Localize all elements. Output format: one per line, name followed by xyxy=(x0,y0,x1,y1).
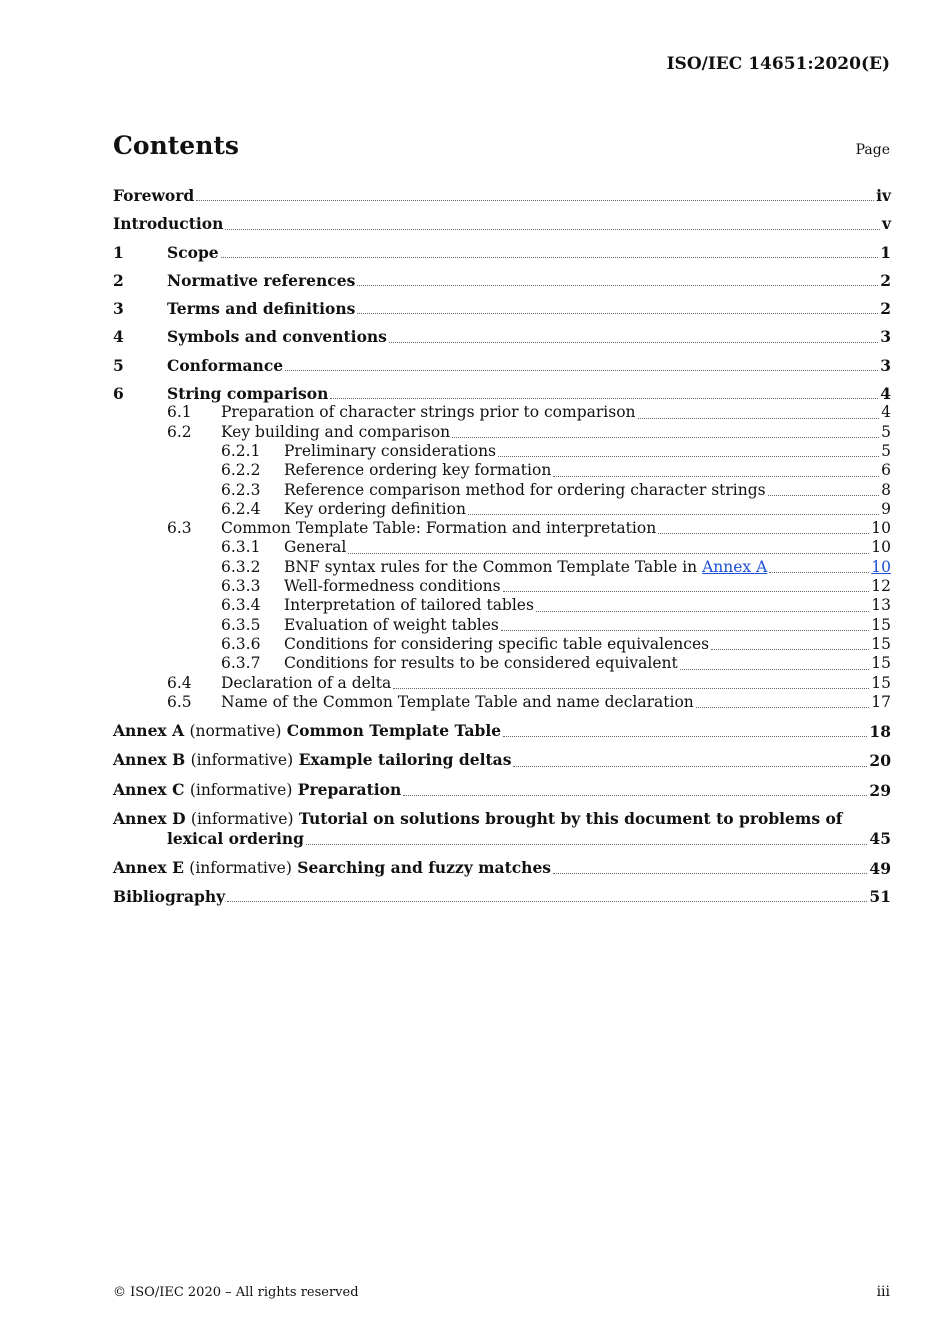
toc-entry-title-text: BNF syntax rules for the Common Template Table in xyxy=(284,557,703,576)
annex-label: Annex E xyxy=(113,857,184,877)
toc-entry-title: Declaration of a delta xyxy=(221,673,392,692)
toc-entry-number: 2 xyxy=(113,270,124,290)
toc-entry-number: 6.5 xyxy=(167,692,192,711)
toc-entry-page: 17 xyxy=(871,692,891,711)
toc-entry-page: 51 xyxy=(869,886,891,906)
toc-entry-number: 6.3.5 xyxy=(221,615,261,634)
toc-entry-number: 6.3.4 xyxy=(221,596,261,615)
leader-dots xyxy=(221,257,879,258)
leader-dots xyxy=(468,514,879,515)
toc-entry-6-3-1[interactable] xyxy=(113,538,891,557)
toc-entry-6-5[interactable] xyxy=(113,693,891,712)
toc-entry-annex-b[interactable] xyxy=(113,750,891,770)
leader-dots xyxy=(696,707,870,708)
toc-entry-6-2[interactable] xyxy=(113,423,891,442)
leader-dots xyxy=(227,901,867,902)
toc-entry-page: 2 xyxy=(880,270,891,290)
toc-entry-number: 6.3.6 xyxy=(221,634,261,653)
toc-entry-page: 10 xyxy=(871,519,891,538)
toc-entry-title: Name of the Common Template Table and name declaration xyxy=(221,692,694,711)
toc-entry-6-3-6[interactable] xyxy=(113,635,891,654)
annex-kind: (informative) xyxy=(189,858,292,877)
toc-entry-title: Evaluation of weight tables xyxy=(284,615,499,634)
leader-dots xyxy=(393,688,869,689)
toc-entry-page: 5 xyxy=(881,441,891,460)
toc-entry-6-3-4[interactable] xyxy=(113,596,891,615)
toc-entry-number: 6.3.2 xyxy=(221,557,261,576)
toc-entry-6-2-3[interactable] xyxy=(113,481,891,500)
leader-dots xyxy=(357,313,878,314)
leader-dots xyxy=(498,456,879,457)
toc-entry-title: String comparison xyxy=(167,384,329,404)
leader-dots xyxy=(513,766,867,767)
leader-dots xyxy=(403,795,867,796)
toc-entry-page: 20 xyxy=(869,751,891,771)
annex-title: Searching and fuzzy matches xyxy=(297,857,552,877)
toc-entry-page: 4 xyxy=(881,403,891,422)
toc-entry-number: 6.1 xyxy=(167,403,192,422)
toc-entry-number: 6 xyxy=(113,384,124,404)
toc-entry-title: Conformance xyxy=(167,355,284,375)
page-column-label: Page xyxy=(855,142,890,158)
toc-entry-title: Interpretation of tailored tables xyxy=(284,596,534,615)
leader-dots xyxy=(768,495,880,496)
leader-dots xyxy=(553,476,879,477)
toc-entry-title: Reference ordering key formation xyxy=(284,461,552,480)
page-number: iii xyxy=(876,1284,890,1300)
toc-entry-page: 3 xyxy=(880,355,891,375)
toc-entry-6-3-2[interactable] xyxy=(113,558,891,577)
toc-entry-6-1[interactable] xyxy=(113,403,891,422)
toc-entry-annex-e[interactable] xyxy=(113,858,891,878)
toc-entry-6-3[interactable] xyxy=(113,519,891,538)
toc-entry-foreword[interactable] xyxy=(113,186,891,205)
toc-entry-6-3-3[interactable] xyxy=(113,577,891,596)
toc-entry-page: 12 xyxy=(871,577,891,596)
leader-dots xyxy=(638,418,880,419)
toc-entry-title: Common Template Table: Formation and interpretation xyxy=(221,519,657,538)
toc-entry-6-2-4[interactable] xyxy=(113,500,891,519)
toc-entry-title xyxy=(113,721,501,741)
leader-dots xyxy=(452,437,879,438)
toc-entry-title: Terms and definitions xyxy=(167,299,356,319)
leader-dots xyxy=(769,572,869,573)
leader-dots xyxy=(658,533,869,534)
toc-entry-1[interactable] xyxy=(113,243,891,262)
toc-entry-6-2-1[interactable] xyxy=(113,442,891,461)
toc-entry-page: 15 xyxy=(871,654,891,673)
leader-dots xyxy=(285,370,878,371)
toc-entry-title: Preparation of character strings prior to comparison xyxy=(221,403,636,422)
toc-entry-6[interactable] xyxy=(113,384,891,403)
toc-entry-page: 6 xyxy=(881,461,891,480)
toc-entry-page: 8 xyxy=(881,480,891,499)
leader-dots xyxy=(501,630,869,631)
leader-dots xyxy=(225,229,880,230)
toc-entry-title xyxy=(284,558,767,577)
toc-entry-page: 2 xyxy=(880,299,891,319)
toc-entry-title: Scope xyxy=(167,242,219,262)
leader-dots xyxy=(680,669,870,670)
annex-kind: (informative) xyxy=(190,751,294,770)
toc-entry-page: iv xyxy=(876,186,891,205)
toc-entry-title: Well-formedness conditions xyxy=(284,577,501,596)
toc-entry-title: Preliminary considerations xyxy=(284,441,497,460)
toc-entry-6-3-7[interactable] xyxy=(113,654,891,673)
annex-label: Annex A xyxy=(113,721,185,741)
annex-kind: (informative) xyxy=(190,810,294,829)
toc-entry-number: 6.3.1 xyxy=(221,538,261,557)
toc-entry-page: 45 xyxy=(869,829,891,849)
toc-entry-annex-d-continued[interactable] xyxy=(113,829,891,848)
annex-title: Preparation xyxy=(297,779,402,799)
toc-entry-4[interactable] xyxy=(113,327,891,346)
toc-entry-number: 6.2.4 xyxy=(221,499,261,518)
annex-kind: (normative) xyxy=(189,722,282,741)
leader-dots xyxy=(503,591,870,592)
toc-entry-page: v xyxy=(881,214,891,234)
toc-entry-page: 5 xyxy=(881,422,891,441)
toc-entry-number: 6.2.3 xyxy=(221,480,261,499)
annex-label: Annex C xyxy=(113,779,185,799)
toc-entry-3[interactable] xyxy=(113,299,891,318)
annex-kind: (informative) xyxy=(189,780,293,799)
toc-entry-title: Conditions for considering specific table equivalences xyxy=(284,634,710,653)
toc-entry-number: 6.3.3 xyxy=(221,577,261,596)
toc-entry-annex-a[interactable] xyxy=(113,721,891,741)
toc-entry-page: 3 xyxy=(880,327,891,347)
toc-entry-title: Normative references xyxy=(167,270,356,290)
toc-entry-page: 15 xyxy=(871,634,891,653)
leader-dots xyxy=(348,553,869,554)
toc-entry-title xyxy=(113,750,511,770)
leader-dots xyxy=(330,398,878,399)
toc-entry-introduction[interactable] xyxy=(113,214,891,233)
toc-entry-number: 6.2.2 xyxy=(221,461,261,480)
document-id: ISO/IEC 14651:2020(E) xyxy=(666,54,890,74)
toc-entry-title: Symbols and conventions xyxy=(167,327,387,347)
toc-entry-annex-c[interactable] xyxy=(113,780,891,800)
toc-entry-page: 15 xyxy=(871,615,891,634)
toc-entry-page: 18 xyxy=(869,722,891,742)
toc-entry-number: 6.2.1 xyxy=(221,441,261,460)
toc-entry-title: General xyxy=(284,538,347,557)
toc-entry-title xyxy=(113,780,401,800)
toc-entry-number: 3 xyxy=(113,299,124,319)
leader-dots xyxy=(196,200,874,201)
toc-entry-title: Introduction xyxy=(113,214,224,234)
leader-dots xyxy=(711,649,869,650)
annex-label: Annex D xyxy=(113,809,186,829)
toc-entry-page: 13 xyxy=(871,596,891,615)
toc-entry-6-4[interactable] xyxy=(113,674,891,693)
toc-entry-5[interactable] xyxy=(113,356,891,375)
toc-entry-title: Key ordering definition xyxy=(284,499,466,518)
toc-entry-number: 6.3.7 xyxy=(221,654,261,673)
annex-label: Annex B xyxy=(113,750,186,770)
toc-entry-page: 29 xyxy=(869,780,891,800)
annex-title: Example tailoring deltas xyxy=(298,750,512,770)
table-of-contents xyxy=(113,186,891,906)
toc-entry-page: 4 xyxy=(880,384,891,404)
toc-entry-6-3-5[interactable] xyxy=(113,616,891,635)
toc-entry-title: Key building and comparison xyxy=(221,422,451,441)
toc-entry-title: Foreword xyxy=(113,186,195,205)
toc-entry-page: 15 xyxy=(871,673,891,692)
annex-title-continued: lexical ordering xyxy=(167,829,305,849)
toc-entry-page: 9 xyxy=(881,499,891,518)
page-title: Contents xyxy=(113,131,240,160)
leader-dots xyxy=(357,285,878,286)
leader-dots xyxy=(306,844,867,845)
toc-entry-6-2-2[interactable] xyxy=(113,461,891,480)
toc-entry-annex-d[interactable] xyxy=(113,809,891,829)
leader-dots xyxy=(503,736,867,737)
toc-entry-page-link[interactable]: 10 xyxy=(871,557,891,576)
copyright-notice: © ISO/IEC 2020 – All rights reserved xyxy=(113,1285,359,1300)
toc-entry-page: 49 xyxy=(869,858,891,878)
toc-entry-title xyxy=(113,858,551,878)
toc-entry-number: 6.2 xyxy=(167,422,192,441)
toc-entry-title: Conditions for results to be considered equivalent xyxy=(284,654,678,673)
annex-title: Tutorial on solutions brought by this document to problems of xyxy=(298,809,843,829)
toc-entry-bibliography[interactable] xyxy=(113,887,891,906)
annex-title: Common Template Table xyxy=(286,721,502,741)
leader-dots xyxy=(536,611,869,612)
toc-entry-2[interactable] xyxy=(113,271,891,290)
toc-entry-number: 6.3 xyxy=(167,519,192,538)
toc-entry-number: 1 xyxy=(113,242,124,262)
toc-entry-title: Reference comparison method for ordering character strings xyxy=(284,480,766,499)
toc-entry-number: 4 xyxy=(113,327,124,347)
annex-a-link[interactable]: Annex A xyxy=(702,557,768,576)
toc-entry-page: 1 xyxy=(880,242,891,262)
toc-entry-number: 6.4 xyxy=(167,673,192,692)
leader-dots xyxy=(389,342,878,343)
toc-entry-number: 5 xyxy=(113,355,124,375)
toc-entry-page: 10 xyxy=(871,538,891,557)
leader-dots xyxy=(553,873,867,874)
toc-entry-title: Bibliography xyxy=(113,886,226,906)
